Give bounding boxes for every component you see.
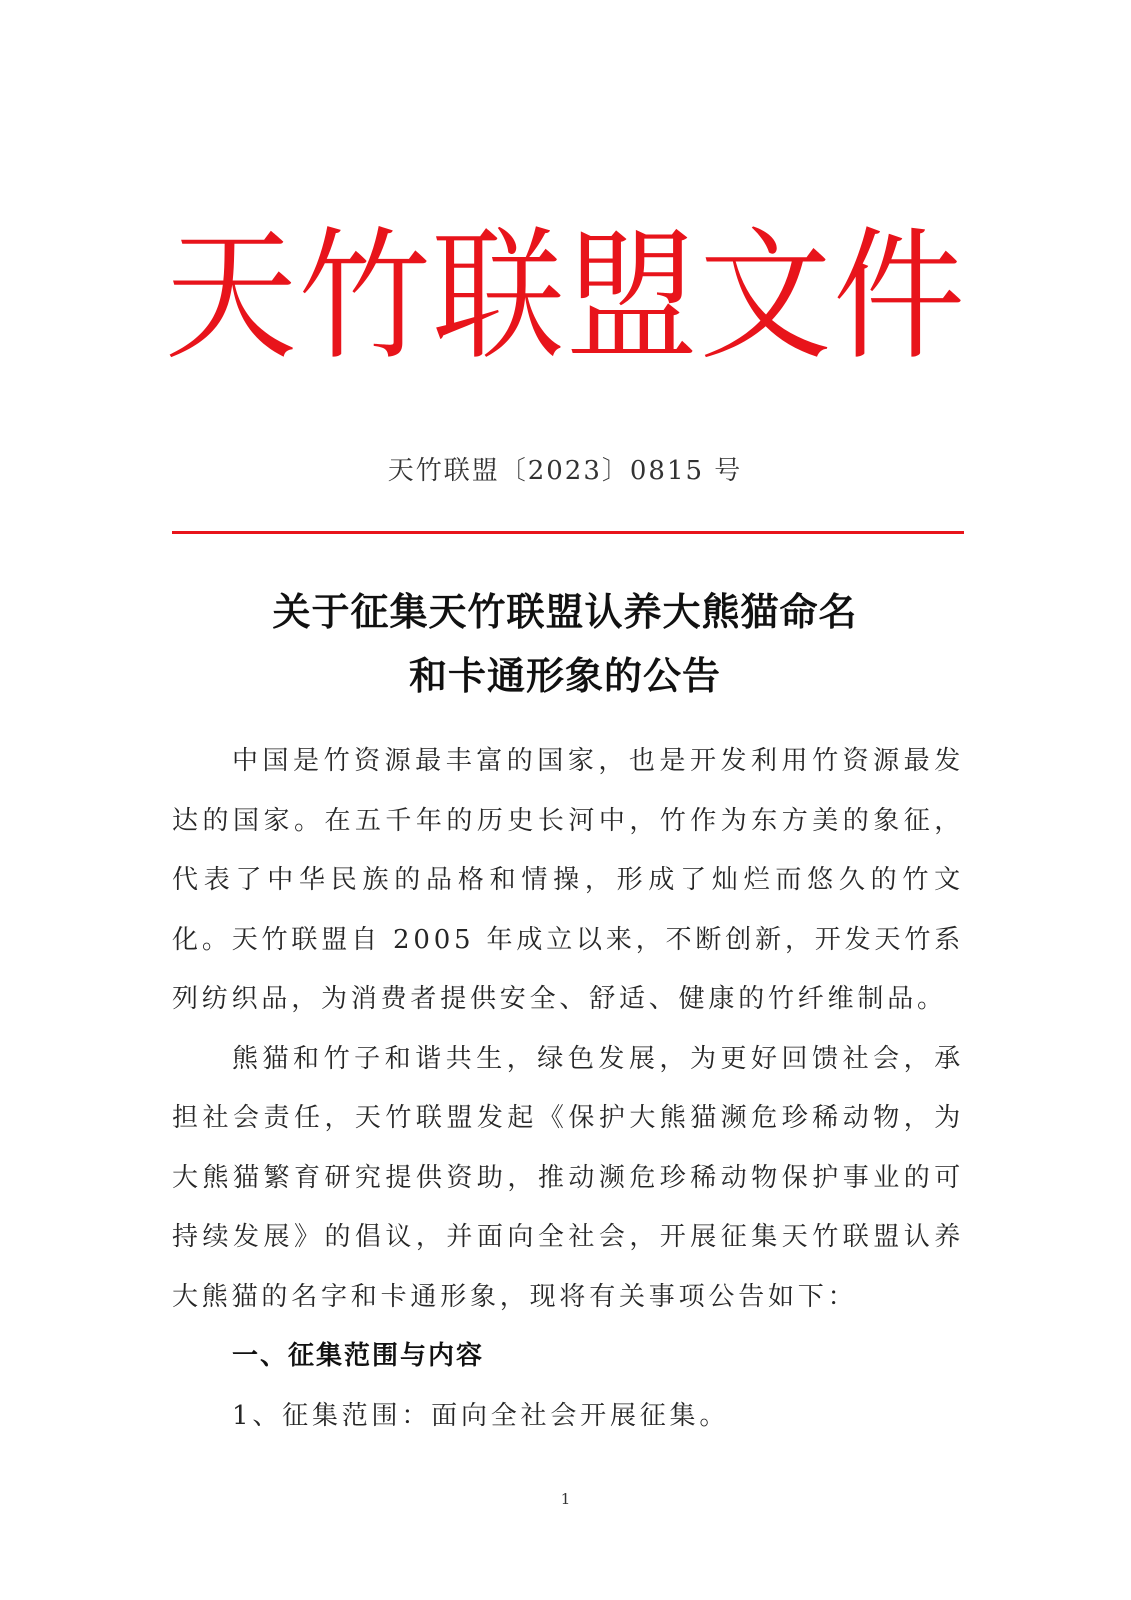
red-divider-line bbox=[172, 531, 964, 534]
masthead-char: 联 bbox=[432, 213, 565, 381]
body-paragraph-2: 熊猫和竹子和谐共生，绿色发展，为更好回馈社会，承担社会责任，天竹联盟发起《保护大熊猫濒危珍稀动物，为大熊猫繁育研究提供资助，推动濒危珍稀动物保护事业的可持续发展》的倡议，并面向全社会，开展征集天竹联盟认养大熊猫的名字和卡通形象，现将有关事项公告如下： bbox=[172, 1043, 964, 1312]
masthead-char: 盟 bbox=[565, 213, 698, 381]
list-item-1: 1、征集范围：面向全社会开展征集。 bbox=[232, 1400, 730, 1431]
title-line-1: 关于征集天竹联盟认养大熊猫命名 bbox=[272, 589, 858, 634]
masthead-title bbox=[165, 213, 965, 381]
masthead-char: 天 bbox=[165, 213, 297, 381]
section-heading-1: 一、征集范围与内容 bbox=[232, 1341, 485, 1371]
title-line-2: 和卡通形象的公告 bbox=[408, 653, 721, 698]
page-number: 1 bbox=[560, 1490, 571, 1508]
document-number: 天竹联盟〔2023〕0815 号 bbox=[387, 456, 743, 486]
masthead-char: 竹 bbox=[298, 213, 431, 381]
announcement-title bbox=[165, 580, 965, 708]
document-body bbox=[172, 732, 964, 1446]
masthead-char: 件 bbox=[832, 213, 965, 381]
masthead-char: 文 bbox=[699, 213, 832, 381]
body-paragraph-1: 中国是竹资源最丰富的国家，也是开发利用竹资源最发达的国家。在五千年的历史长河中，竹作为东方美的象征，代表了中华民族的品格和情操，形成了灿烂而悠久的竹文化。天竹联盟自 2005 年成立以来，不断创新，开发天竹系列纺织品，为消费者提供安全、舒适、健康的竹纤维制品。 bbox=[172, 746, 964, 1014]
